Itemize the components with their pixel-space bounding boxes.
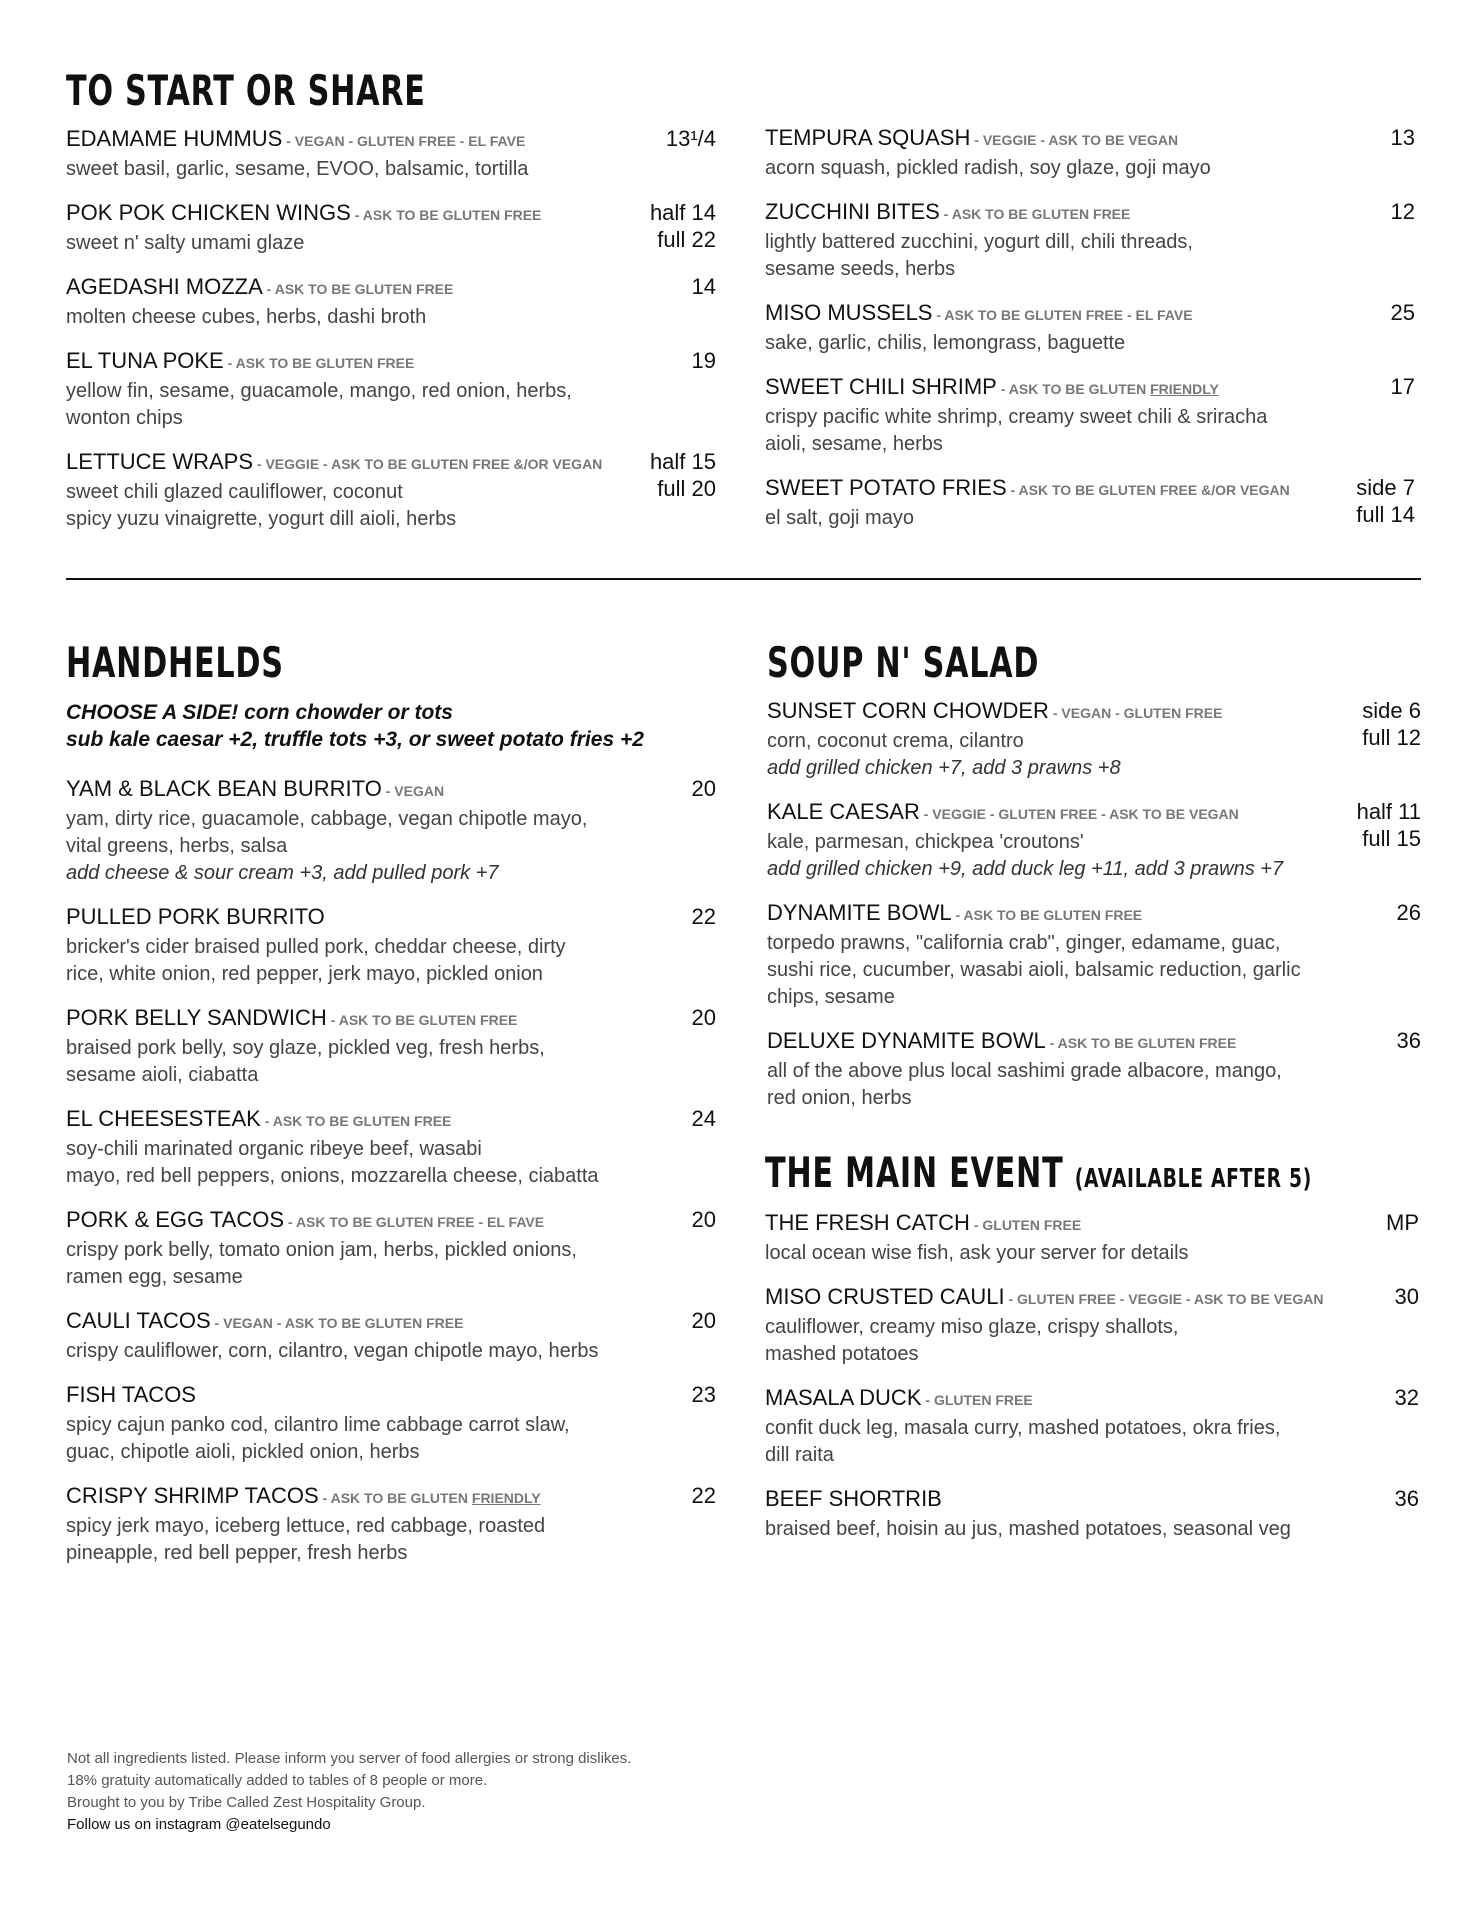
section-title-soup-salad: SOUP N' SALAD — [767, 638, 1040, 687]
item-add-ons: add grilled chicken +7, add 3 prawns +8 — [767, 757, 1121, 779]
item-dietary-tag: - ASK TO BE GLUTEN FREE — [260, 1113, 452, 1129]
item-title-line — [66, 1307, 716, 1338]
price-value: 17 — [1390, 374, 1415, 399]
menu-item — [765, 198, 1415, 283]
price-value: 13 — [1390, 125, 1415, 150]
item-description: all of the above plus local sashimi grade albacore, mango, — [767, 1060, 1282, 1082]
item-title-line — [66, 125, 716, 156]
item-dietary-tag: - VEGAN - GLUTEN FREE — [1048, 705, 1223, 721]
item-name: CRISPY SHRIMP TACOS — [66, 1483, 319, 1508]
item-name: THE FRESH CATCH — [765, 1210, 970, 1235]
item-title-line — [66, 1105, 716, 1136]
item-description: spicy jerk mayo, iceberg lettuce, red cabbage, roasted — [66, 1515, 546, 1537]
item-dietary-tag: - ASK TO BE GLUTEN — [318, 1490, 472, 1506]
item-name: BEEF SHORTRIB — [765, 1486, 942, 1511]
price-value: 36 — [1396, 1028, 1421, 1053]
menu-item — [66, 903, 716, 988]
menu-item — [765, 1209, 1419, 1267]
item-dietary-tag: - VEGGIE - ASK TO BE VEGAN — [970, 132, 1179, 148]
item-description: kale, parmesan, chickpea 'croutons' — [767, 831, 1084, 853]
item-title-line — [767, 798, 1421, 829]
item-title-line — [767, 1027, 1421, 1058]
item-dietary-tag-underlined: FRIENDLY — [1150, 381, 1219, 397]
menu-item — [66, 1206, 716, 1291]
item-title-line — [765, 124, 1415, 155]
item-name: EDAMAME HUMMUS — [66, 126, 283, 151]
handhelds-intro — [66, 699, 716, 753]
item-description: acorn squash, pickled radish, soy glaze, goji mayo — [765, 157, 1211, 179]
item-dietary-tag: - ASK TO BE GLUTEN FREE — [326, 1012, 518, 1028]
item-dietary-tag: - VEGGIE - ASK TO BE GLUTEN FREE &/OR VEGAN — [253, 456, 603, 472]
item-description: sushi rice, cucumber, wasabi aioli, balsamic reduction, garlic — [767, 959, 1301, 981]
price-value: 26 — [1396, 900, 1421, 925]
item-description: braised pork belly, soy glaze, pickled veg, fresh herbs, — [66, 1037, 545, 1059]
section-title-start: TO START OR SHARE — [66, 66, 426, 115]
item-dietary-tag: - ASK TO BE GLUTEN — [996, 381, 1151, 397]
section-title-main-event — [765, 1148, 1313, 1197]
item-title-line — [66, 347, 716, 378]
item-dietary-tag: - ASK TO BE GLUTEN FREE — [262, 281, 454, 297]
menu-list — [66, 125, 716, 533]
item-price — [1391, 198, 1415, 225]
start-section-left — [66, 66, 716, 549]
item-name: SUNSET CORN CHOWDER — [767, 698, 1049, 723]
item-price — [1362, 697, 1421, 751]
section-title-handhelds: HANDHELDS — [66, 638, 284, 687]
item-title-line — [66, 1482, 716, 1513]
item-price — [692, 1381, 716, 1408]
menu-item — [765, 299, 1415, 357]
price-value: 12 — [1390, 199, 1415, 224]
price-value: 13¹/4 — [665, 126, 716, 151]
item-price — [1395, 1283, 1419, 1310]
item-title-line — [765, 299, 1415, 330]
item-name: KALE CAESAR — [767, 799, 920, 824]
item-dietary-tag: - GLUTEN FREE — [921, 1392, 1033, 1408]
item-price — [1356, 474, 1415, 528]
item-name: PORK BELLY SANDWICH — [66, 1005, 327, 1030]
item-description: cauliflower, creamy miso glaze, crispy shallots, — [765, 1316, 1179, 1338]
item-dietary-tag: - VEGGIE - GLUTEN FREE - ASK TO BE VEGAN — [919, 806, 1239, 822]
item-description: chips, sesame — [767, 986, 895, 1008]
footer-line: Not all ingredients listed. Please inform you server of food allergies or strong dislikes. — [67, 1750, 632, 1767]
item-description: local ocean wise fish, ask your server for details — [765, 1242, 1189, 1264]
price-value: side 7 — [1356, 475, 1415, 500]
item-dietary-tag: - ASK TO BE GLUTEN FREE — [223, 355, 415, 371]
item-price — [692, 1482, 716, 1509]
item-dietary-tag: - VEGAN - ASK TO BE GLUTEN FREE — [210, 1315, 464, 1331]
menu-item — [66, 1381, 716, 1466]
item-dietary-tag: - ASK TO BE GLUTEN FREE - EL FAVE — [932, 307, 1193, 323]
price-value: full 15 — [1362, 826, 1421, 851]
price-value: half 11 — [1356, 799, 1421, 824]
item-name: DELUXE DYNAMITE BOWL — [767, 1028, 1046, 1053]
item-dietary-tag: - ASK TO BE GLUTEN FREE — [939, 206, 1131, 222]
price-value: half 15 — [649, 449, 716, 474]
item-name: TEMPURA SQUASH — [765, 125, 971, 150]
price-value: 24 — [691, 1106, 716, 1131]
price-value: 20 — [691, 1207, 716, 1232]
item-description: lightly battered zucchini, yogurt dill, chili threads, — [765, 231, 1193, 253]
price-value: 25 — [1390, 300, 1415, 325]
price-value: 20 — [691, 1005, 716, 1030]
item-description: el salt, goji mayo — [765, 507, 914, 529]
menu-item — [66, 1307, 716, 1365]
item-name: SWEET CHILI SHRIMP — [765, 374, 997, 399]
item-add-ons: add grilled chicken +9, add duck leg +11, add 3 prawns +7 — [767, 858, 1284, 880]
item-description: mayo, red bell peppers, onions, mozzarella cheese, ciabatta — [66, 1165, 599, 1187]
price-value: 20 — [691, 776, 716, 801]
item-price — [1391, 124, 1415, 151]
item-title-line — [66, 1206, 716, 1237]
item-description: vital greens, herbs, salsa — [66, 835, 288, 857]
price-value: full 14 — [1356, 502, 1415, 527]
price-value: full 22 — [657, 227, 716, 252]
item-name: PORK & EGG TACOS — [66, 1207, 285, 1232]
item-name: SWEET POTATO FRIES — [765, 475, 1007, 500]
item-title-line — [765, 1283, 1419, 1314]
item-dietary-tag: - ASK TO BE GLUTEN FREE - EL FAVE — [284, 1214, 545, 1230]
menu-list — [66, 775, 716, 1567]
item-description: yam, dirty rice, guacamole, cabbage, vegan chipotle mayo, — [66, 808, 588, 830]
item-price — [1397, 899, 1421, 926]
item-name: DYNAMITE BOWL — [767, 900, 952, 925]
item-price — [692, 1307, 716, 1334]
handhelds-section — [66, 638, 716, 1583]
item-title-line — [765, 1485, 1419, 1516]
price-value: 14 — [691, 274, 716, 299]
item-description: rice, white onion, red pepper, jerk mayo, pickled onion — [66, 963, 543, 985]
price-value: MP — [1386, 1210, 1419, 1235]
item-price — [1391, 373, 1415, 400]
item-description: yellow fin, sesame, guacamole, mango, red onion, herbs, — [66, 380, 572, 402]
footer-line: Brought to you by Tribe Called Zest Hospitality Group. — [67, 1794, 426, 1811]
section-divider — [66, 578, 1421, 580]
price-value: 19 — [691, 348, 716, 373]
price-value: 30 — [1394, 1284, 1419, 1309]
price-value: 22 — [691, 904, 716, 929]
item-description: corn, coconut crema, cilantro — [767, 730, 1024, 752]
item-description: molten cheese cubes, herbs, dashi broth — [66, 306, 427, 328]
soup-salad-section — [767, 638, 1421, 1128]
menu-item — [66, 775, 716, 887]
item-description: sake, garlic, chilis, lemongrass, baguette — [765, 332, 1126, 354]
menu-item — [66, 1004, 716, 1089]
price-value: 36 — [1394, 1486, 1419, 1511]
menu-item — [765, 124, 1415, 182]
item-dietary-tag: - ASK TO BE GLUTEN FREE &/OR VEGAN — [1006, 482, 1290, 498]
item-description: guac, chipotle aioli, pickled onion, herbs — [66, 1441, 420, 1463]
menu-item — [767, 798, 1421, 883]
item-name: EL CHEESESTEAK — [66, 1106, 261, 1131]
item-title-line — [66, 1381, 716, 1412]
item-title-line — [66, 273, 716, 304]
item-title-line — [66, 199, 716, 230]
intro-line: sub kale caesar +2, truffle tots +3, or sweet potato fries +2 — [66, 728, 644, 751]
item-description: sweet basil, garlic, sesame, EVOO, balsamic, tortilla — [66, 158, 529, 180]
item-description: spicy yuzu vinaigrette, yogurt dill aioli, herbs — [66, 508, 457, 530]
item-description: bricker's cider braised pulled pork, cheddar cheese, dirty — [66, 936, 566, 958]
item-description: crispy pacific white shrimp, creamy sweet chili & sriracha — [765, 406, 1268, 428]
item-price — [650, 199, 716, 253]
item-name: EL TUNA POKE — [66, 348, 224, 373]
item-price — [692, 1105, 716, 1132]
item-description: dill raita — [765, 1444, 834, 1466]
item-dietary-tag-underlined: FRIENDLY — [471, 1490, 541, 1506]
item-title-line — [66, 775, 716, 806]
item-description: mashed potatoes — [765, 1343, 919, 1365]
price-value: 23 — [691, 1382, 716, 1407]
item-description: soy-chili marinated organic ribeye beef, wasabi — [66, 1138, 482, 1160]
menu-item — [66, 347, 716, 432]
item-title-line — [767, 697, 1421, 728]
item-price — [692, 1004, 716, 1031]
item-name: FISH TACOS — [66, 1382, 196, 1407]
item-price — [1391, 299, 1415, 326]
price-value: full 20 — [657, 476, 716, 501]
menu-list — [765, 1209, 1419, 1543]
menu-item — [66, 125, 716, 183]
item-price — [666, 125, 716, 152]
price-value: full 12 — [1362, 725, 1421, 750]
item-description: sesame seeds, herbs — [765, 258, 956, 280]
item-price — [1397, 1027, 1421, 1054]
item-title-line — [765, 1209, 1419, 1240]
item-description: sweet chili glazed cauliflower, coconut — [66, 481, 403, 503]
price-value: side 6 — [1362, 698, 1421, 723]
menu-item — [765, 1485, 1419, 1543]
item-title-line — [66, 448, 716, 479]
item-title-line — [767, 899, 1421, 930]
item-dietary-tag: - VEGAN - GLUTEN FREE - EL FAVE — [282, 133, 526, 149]
menu-item — [767, 899, 1421, 1011]
menu-item — [765, 1283, 1419, 1368]
item-description: red onion, herbs — [767, 1087, 912, 1109]
item-price — [1395, 1485, 1419, 1512]
item-name: MASALA DUCK — [765, 1385, 922, 1410]
item-price — [692, 1206, 716, 1233]
item-description: crispy cauliflower, corn, cilantro, vegan chipotle mayo, herbs — [66, 1340, 599, 1362]
intro-line: CHOOSE A SIDE! corn chowder or tots — [66, 701, 453, 724]
item-name: MISO CRUSTED CAULI — [765, 1284, 1005, 1309]
main-event-section — [765, 1148, 1419, 1559]
footer-line: 18% gratuity automatically added to tables of 8 people or more. — [67, 1772, 488, 1789]
item-name: LETTUCE WRAPS — [66, 449, 254, 474]
menu-item — [765, 373, 1415, 458]
menu-item — [765, 474, 1415, 532]
item-description: ramen egg, sesame — [66, 1266, 243, 1288]
item-description: sesame aioli, ciabatta — [66, 1064, 259, 1086]
price-value: half 14 — [649, 200, 716, 225]
item-name: ZUCCHINI BITES — [765, 199, 940, 224]
main-event-title: THE MAIN EVENT — [765, 1148, 1064, 1197]
menu-item — [66, 273, 716, 331]
item-description: crispy pork belly, tomato onion jam, herbs, pickled onions, — [66, 1239, 577, 1261]
item-title-line — [765, 474, 1415, 505]
footer-notes — [67, 1748, 631, 1836]
item-description: wonton chips — [66, 407, 183, 429]
item-dietary-tag: - ASK TO BE GLUTEN FREE — [350, 207, 542, 223]
item-price — [650, 448, 716, 502]
item-description: torpedo prawns, "california crab", ginger, edamame, guac, — [767, 932, 1281, 954]
item-price — [1386, 1209, 1419, 1236]
item-name: AGEDASHI MOZZA — [66, 274, 263, 299]
item-dietary-tag: - ASK TO BE GLUTEN FREE — [951, 907, 1143, 923]
item-description: pineapple, red bell pepper, fresh herbs — [66, 1542, 408, 1564]
price-value: 20 — [691, 1308, 716, 1333]
item-title-line — [66, 1004, 716, 1035]
item-dietary-tag: - GLUTEN FREE - VEGGIE - ASK TO BE VEGAN — [1004, 1291, 1324, 1307]
item-description: braised beef, hoisin au jus, mashed potatoes, seasonal veg — [765, 1518, 1291, 1540]
item-add-ons: add cheese & sour cream +3, add pulled pork +7 — [66, 862, 499, 884]
menu-list — [767, 697, 1421, 1112]
item-dietary-tag: - VEGAN — [381, 783, 445, 799]
item-description: sweet n' salty umami glaze — [66, 232, 305, 254]
start-section-right — [765, 124, 1415, 548]
item-price — [692, 347, 716, 374]
item-name: YAM & BLACK BEAN BURRITO — [66, 776, 382, 801]
item-dietary-tag: - ASK TO BE GLUTEN FREE — [1045, 1035, 1237, 1051]
menu-item — [66, 1105, 716, 1190]
item-title-line — [765, 373, 1415, 404]
item-price — [1395, 1384, 1419, 1411]
price-value: 32 — [1394, 1385, 1419, 1410]
item-price — [692, 273, 716, 300]
menu-item — [66, 1482, 716, 1567]
menu-list — [765, 124, 1415, 532]
item-dietary-tag: - GLUTEN FREE — [969, 1217, 1082, 1233]
menu-item — [765, 1384, 1419, 1469]
instagram-link[interactable]: Follow us on instagram @eatelsegundo — [67, 1816, 331, 1833]
item-price — [1357, 798, 1421, 852]
item-name: CAULI TACOS — [66, 1308, 211, 1333]
item-description: confit duck leg, masala curry, mashed potatoes, okra fries, — [765, 1417, 1281, 1439]
item-title-line — [66, 903, 716, 934]
menu-item — [767, 697, 1421, 782]
item-price — [692, 775, 716, 802]
menu-item — [767, 1027, 1421, 1112]
main-event-subtitle: (AVAILABLE AFTER 5) — [1074, 1164, 1313, 1194]
item-title-line — [765, 198, 1415, 229]
price-value: 22 — [691, 1483, 716, 1508]
item-description: spicy cajun panko cod, cilantro lime cabbage carrot slaw, — [66, 1414, 570, 1436]
item-price — [692, 903, 716, 930]
item-title-line — [765, 1384, 1419, 1415]
item-name: PULLED PORK BURRITO — [66, 904, 325, 929]
item-description: aioli, sesame, herbs — [765, 433, 943, 455]
menu-item — [66, 448, 716, 533]
menu-item — [66, 199, 716, 257]
item-name: POK POK CHICKEN WINGS — [66, 200, 351, 225]
item-name: MISO MUSSELS — [765, 300, 933, 325]
